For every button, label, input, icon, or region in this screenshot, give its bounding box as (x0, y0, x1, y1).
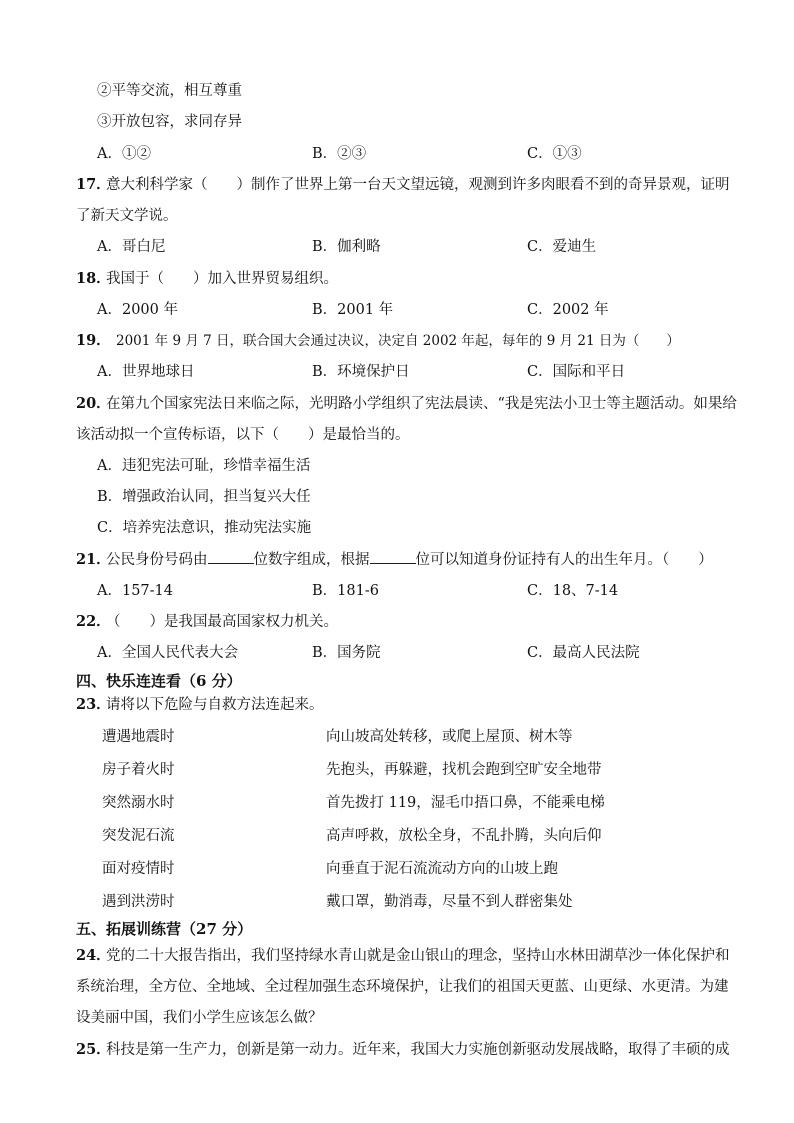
q23-stem (0, 690, 794, 720)
rescue-method[interactable]: 高声呼救，放松全身，不乱扑腾，头向后仰 (326, 828, 602, 844)
option-c[interactable]: C．爱迪生 (527, 239, 597, 255)
option-a[interactable]: A．157-14 (97, 583, 173, 599)
q17-stem-cont (0, 201, 794, 231)
option-b[interactable]: B．环境保护日 (312, 364, 410, 380)
option-a[interactable]: A．2000 年 (97, 302, 178, 318)
option-c[interactable]: C．最高人民法院 (527, 645, 640, 661)
rescue-method[interactable]: 戴口罩，勤消毒，尽量不到人群密集处 (326, 894, 573, 910)
q18-stem (0, 264, 794, 294)
question-number: 18． (76, 270, 111, 287)
question-number: 23． (76, 696, 111, 713)
q22-options (0, 638, 794, 668)
option-b[interactable]: B．181-6 (312, 583, 379, 599)
match-row (0, 887, 794, 917)
question-text: 2001 年 9 月 7 日，联合国大会通过决议，决定自 2002 年起，每年的 9 月 21 日为（ ） (116, 333, 680, 349)
text-part: 位数字组成，根据 (253, 552, 370, 568)
rescue-method[interactable]: 向垂直于泥石流流动方向的山坡上跑 (326, 861, 558, 877)
q24-stem (0, 941, 794, 971)
danger-item[interactable]: 突发泥石流 (102, 828, 175, 844)
question-text: 了新天文学说。 (76, 208, 178, 224)
q16-options (0, 139, 794, 169)
rescue-method[interactable]: 先抱头，再躲避，找机会跑到空旷安全地带 (326, 762, 602, 778)
q20-option-b[interactable] (0, 482, 794, 512)
question-text (106, 545, 713, 575)
section-5-heading (0, 914, 794, 944)
option-b[interactable]: B．国务院 (312, 645, 381, 661)
option-b[interactable]: B．伽利略 (312, 239, 381, 255)
danger-item[interactable]: 面对疫情时 (102, 861, 175, 877)
q24-stem-cont (0, 972, 794, 1002)
q20-option-a[interactable] (0, 451, 794, 481)
option-c[interactable]: C．2002 年 (527, 302, 609, 318)
option-a[interactable]: A．违犯宪法可耻，珍惜幸福生活 (97, 458, 311, 474)
question-text: 在第九个国家宪法日来临之际，光明路小学组织了宪法晨读、“我是宪法小卫士等主题活动。如果给 (106, 396, 737, 412)
q20-stem-cont (0, 420, 794, 450)
question-text: 党的二十大报告指出，我们坚持绿水青山就是金山银山的理念，坚持山水林田湖草沙一体化保护和 (106, 948, 730, 964)
q16-statement-2 (0, 76, 794, 106)
statement-text: ②平等交流，相互尊重 (97, 83, 242, 99)
question-number: 25． (76, 1041, 111, 1058)
question-text: 科技是第一生产力，创新是第一动力。近年来，我国大力实施创新驱动发展战略，取得了丰硕的成 (106, 1042, 730, 1058)
q19-options (0, 357, 794, 387)
q22-stem (0, 607, 794, 637)
q20-option-c[interactable] (0, 513, 794, 543)
question-number: 24． (76, 947, 111, 964)
section-title: 五、拓展训练营（27 分） (76, 920, 253, 938)
q17-stem (0, 170, 794, 200)
match-row (0, 854, 794, 884)
question-text: 该活动拟一个宣传标语，以下（ ）是最恰当的。 (76, 427, 410, 443)
question-text: 请将以下危险与自救方法连起来。 (106, 697, 324, 713)
option-a[interactable]: A．世界地球日 (97, 364, 195, 380)
question-number: 17． (76, 176, 111, 193)
danger-item[interactable]: 遇到洪涝时 (102, 894, 175, 910)
q21-options (0, 576, 794, 606)
question-text: （ ）是我国最高国家权力机关。 (106, 614, 338, 630)
option-c[interactable]: C．培养宪法意识，推动宪法实施 (97, 520, 312, 536)
option-b[interactable]: B．②③ (312, 146, 367, 162)
q20-stem (0, 389, 794, 419)
q18-options (0, 295, 794, 325)
option-c[interactable]: C．18、7-14 (527, 583, 619, 599)
text-part: 位可以知道身份证持有人的出生年月。（ ） (415, 552, 713, 568)
option-c[interactable]: C．①③ (527, 146, 582, 162)
option-b[interactable]: B．增强政治认同，担当复兴大任 (97, 489, 311, 505)
q16-statement-3 (0, 107, 794, 137)
q25-stem (0, 1035, 794, 1065)
question-number: 21． (76, 551, 111, 568)
q21-stem (0, 545, 794, 575)
fill-blank[interactable] (208, 549, 254, 564)
question-number: 19． (76, 332, 111, 349)
question-number: 22． (76, 613, 111, 630)
text-part: 公民身份号码由 (106, 552, 208, 568)
match-row (0, 788, 794, 818)
rescue-method[interactable]: 首先拨打 119，湿毛巾捂口鼻，不能乘电梯 (326, 795, 605, 811)
option-a[interactable]: A．全国人民代表大会 (97, 645, 238, 661)
danger-item[interactable]: 遭遇地震时 (102, 729, 175, 745)
match-row (0, 821, 794, 851)
question-number: 20． (76, 395, 111, 412)
question-text: 意大利科学家（ ）制作了世界上第一台天文望远镜，观测到许多肉眼看不到的奇异景观，证明 (106, 177, 730, 193)
option-a[interactable]: A．①② (97, 146, 151, 162)
question-text: 设美丽中国，我们小学生应该怎么做？ (76, 1010, 323, 1026)
question-text: 系统治理，全方位、全地域、全过程加强生态环境保护，让我们的祖国天更蓝、山更绿、水更清。为建 (76, 979, 729, 995)
rescue-method[interactable]: 向山坡高处转移，或爬上屋顶、树木等 (326, 729, 573, 745)
q19-stem (0, 326, 794, 356)
section-title: 四、快乐连连看（6 分） (76, 672, 242, 690)
match-row (0, 755, 794, 785)
question-text: 我国于（ ）加入世界贸易组织。 (106, 271, 338, 287)
option-b[interactable]: B．2001 年 (312, 302, 394, 318)
q24-stem-cont (0, 1003, 794, 1033)
statement-text: ③开放包容，求同存异 (97, 114, 242, 130)
option-c[interactable]: C．国际和平日 (527, 364, 626, 380)
q17-options (0, 232, 794, 262)
danger-item[interactable]: 突然溺水时 (102, 795, 175, 811)
danger-item[interactable]: 房子着火时 (102, 762, 175, 778)
match-row (0, 722, 794, 752)
option-a[interactable]: A．哥白尼 (97, 239, 166, 255)
fill-blank[interactable] (370, 549, 416, 564)
